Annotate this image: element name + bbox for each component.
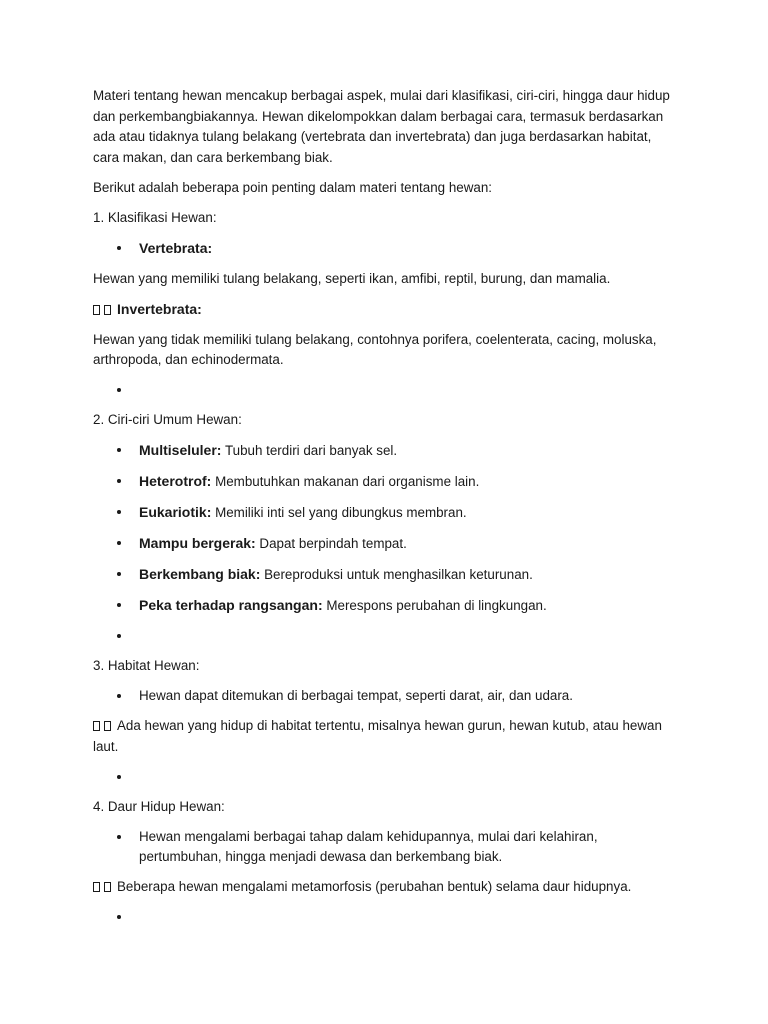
ciri-text: Memiliki inti sel yang dibungkus membran. xyxy=(211,505,467,520)
ciri-text: Merespons perubahan di lingkungan. xyxy=(322,598,547,613)
vertebrata-label: Vertebrata: xyxy=(139,239,213,256)
list-item-vertebrata xyxy=(93,238,678,260)
list-item-ciri xyxy=(93,595,678,617)
section-heading-klasifikasi: 1. Klasifikasi Hewan: xyxy=(93,209,217,225)
ciri-list xyxy=(93,440,678,647)
ciri-label: Eukariotik: xyxy=(139,504,212,520)
list-item-ciri xyxy=(93,471,678,493)
ciri-text: Membutuhkan makanan dari organisme lain. xyxy=(211,474,480,489)
missing-glyph-icon xyxy=(104,305,111,315)
missing-glyph-icon xyxy=(93,882,100,892)
ciri-label: Peka terhadap rangsangan: xyxy=(139,597,323,613)
missing-glyph-icon xyxy=(104,882,111,892)
missing-glyph-icon xyxy=(104,721,111,731)
habitat-note xyxy=(93,716,678,757)
invertebrata-row xyxy=(93,299,678,321)
list-item-ciri xyxy=(93,440,678,462)
list-item-ciri xyxy=(93,564,678,586)
habitat-list xyxy=(93,686,678,707)
ciri-text: Bereproduksi untuk menghasilkan keturunan. xyxy=(260,567,533,582)
list-item-ciri xyxy=(93,533,678,555)
ciri-label: Heterotrof: xyxy=(139,473,212,489)
invertebrata-description: Hewan yang tidak memiliki tulang belakang, contohnya porifera, coelenterata, cacing, moluska, arthropoda, dan echinodermata. xyxy=(93,331,657,367)
klasifikasi-list xyxy=(93,238,678,260)
ciri-text: Tubuh terdiri dari banyak sel. xyxy=(221,443,398,458)
empty-list-item xyxy=(93,907,678,928)
missing-glyph-icon xyxy=(93,721,100,731)
daur-note-text: Beberapa hewan mengalami metamorfosis (perubahan bentuk) selama daur hidupnya. xyxy=(117,879,632,894)
ciri-label: Berkembang biak: xyxy=(139,566,261,582)
empty-list-3 xyxy=(93,767,678,788)
list-item-ciri xyxy=(93,502,678,524)
vertebrata-description: Hewan yang memiliki tulang belakang, seperti ikan, amfibi, reptil, burung, dan mamalia. xyxy=(93,270,611,286)
daur-note xyxy=(93,877,678,898)
empty-list-item xyxy=(93,767,678,788)
section-heading-ciri: 2. Ciri-ciri Umum Hewan: xyxy=(93,412,242,427)
intro-paragraph: Materi tentang hewan mencakup berbagai aspek, mulai dari klasifikasi, ciri-ciri, hingga daur hidup dan perkembangbiakannya. Hewan dikelompokkan dalam berbagai cara, termasuk berdasarkan ada atau tidaknya tulang belakang (vertebrata dan invertebrata) dan juga berdasarkan habitat, cara makan, dan cara berkembang biak. xyxy=(93,88,670,165)
ciri-label: Multiseluler: xyxy=(139,442,222,458)
empty-list-item xyxy=(93,380,678,401)
lead-paragraph: Berikut adalah beberapa poin penting dalam materi tentang hewan: xyxy=(93,179,493,195)
section-heading-habitat: 3. Habitat Hewan: xyxy=(93,658,200,673)
ciri-label: Mampu bergerak: xyxy=(139,535,256,551)
daur-list xyxy=(93,827,678,868)
empty-list-1 xyxy=(93,380,678,401)
list-item-habitat: Hewan dapat ditemukan di berbagai tempat, seperti darat, air, dan udara. xyxy=(93,686,678,707)
empty-list-item xyxy=(93,626,678,647)
invertebrata-label: Invertebrata: xyxy=(117,300,202,317)
missing-glyph-icon xyxy=(93,305,100,315)
habitat-note-text: Ada hewan yang hidup di habitat tertentu, misalnya hewan gurun, hewan kutub, atau hewan laut. xyxy=(93,718,662,754)
ciri-text: Dapat berpindah tempat. xyxy=(255,536,407,551)
list-item-daur: Hewan mengalami berbagai tahap dalam kehidupannya, mulai dari kelahiran, pertumbuhan, hingga menjadi dewasa dan berkembang biak. xyxy=(93,827,678,868)
empty-list-4 xyxy=(93,907,678,928)
section-heading-daur: 4. Daur Hidup Hewan: xyxy=(93,798,225,814)
